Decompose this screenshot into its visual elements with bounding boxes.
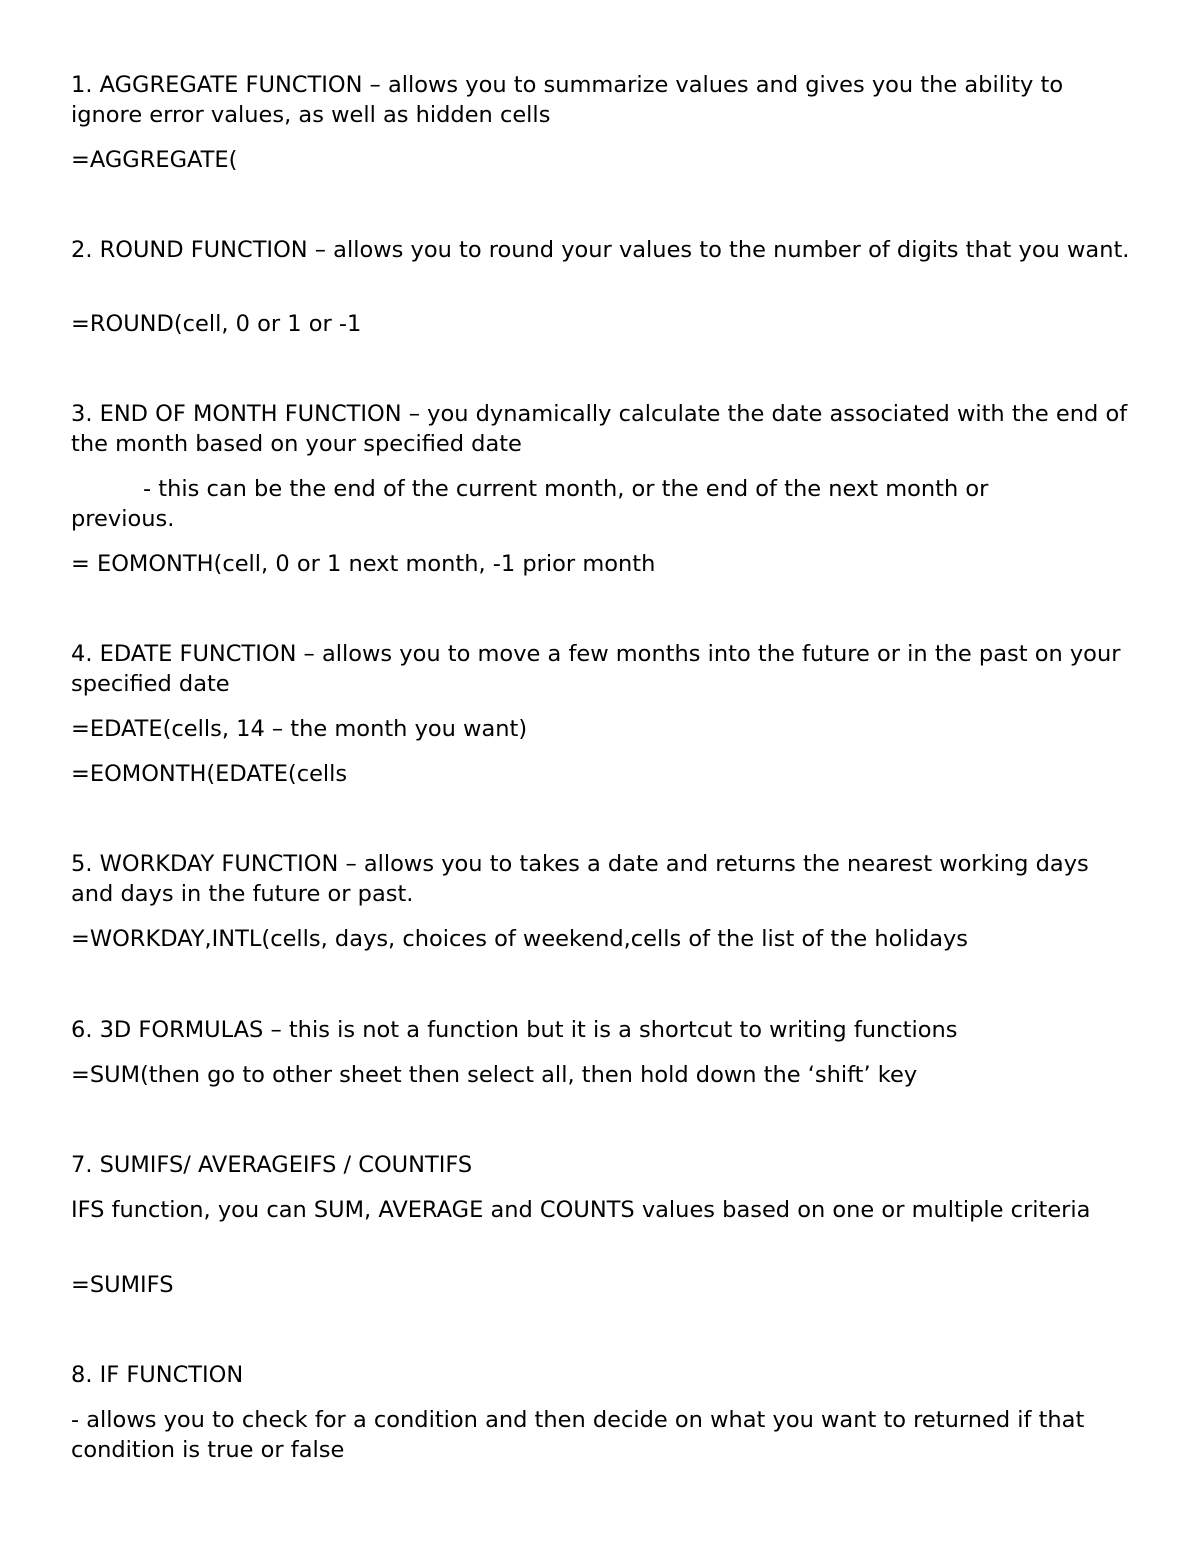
item-2-formula: =ROUND(cell, 0 or 1 or -1 bbox=[71, 311, 362, 337]
item-8-heading: 8. IF FUNCTION bbox=[71, 1362, 244, 1388]
item-6-heading: 6. 3D FORMULAS – this is not a function but it is a shortcut to writing functions bbox=[71, 1017, 958, 1043]
item-7-description: IFS function, you can SUM, AVERAGE and COUNTS values based on one or multiple criteria bbox=[71, 1197, 1091, 1223]
item-7-heading: 7. SUMIFS/ AVERAGEIFS / COUNTIFS bbox=[71, 1152, 473, 1178]
item-3-heading: 3. END OF MONTH FUNCTION – you dynamically calculate the date associated with the end of the month based on your specified date bbox=[71, 401, 1135, 457]
item-4-heading: 4. EDATE FUNCTION – allows you to move a few months into the future or in the past on your specified date bbox=[71, 641, 1128, 697]
item-5-heading: 5. WORKDAY FUNCTION – allows you to takes a date and returns the nearest working days and days in the future or past. bbox=[71, 851, 1096, 907]
item-1-formula: =AGGREGATE( bbox=[71, 147, 238, 173]
item-6-formula: =SUM(then go to other sheet then select all, then hold down the ‘shift’ key bbox=[71, 1062, 918, 1088]
item-7-formula: =SUMIFS bbox=[71, 1272, 174, 1298]
item-4-formula: =EDATE(cells, 14 – the month you want) bbox=[71, 716, 528, 742]
item-2-heading: 2. ROUND FUNCTION – allows you to round your values to the number of digits that you want. bbox=[71, 237, 1130, 263]
item-3-formula: = EOMONTH(cell, 0 or 1 next month, -1 prior month bbox=[71, 551, 656, 577]
item-4-formula-2: =EOMONTH(EDATE(cells bbox=[71, 761, 348, 787]
item-3-note-continuation: previous. bbox=[71, 506, 175, 532]
item-1-heading: 1. AGGREGATE FUNCTION – allows you to summarize values and gives you the ability to ignore error values, as well as hidden cells bbox=[71, 72, 1071, 128]
item-8-description: - allows you to check for a condition and then decide on what you want to returned if that condition is true or false bbox=[71, 1407, 1092, 1463]
item-5-formula: =WORKDAY,INTL(cells, days, choices of weekend,cells of the list of the holidays bbox=[71, 926, 969, 952]
item-3-note: - this can be the end of the current month, or the end of the next month or bbox=[143, 476, 989, 502]
